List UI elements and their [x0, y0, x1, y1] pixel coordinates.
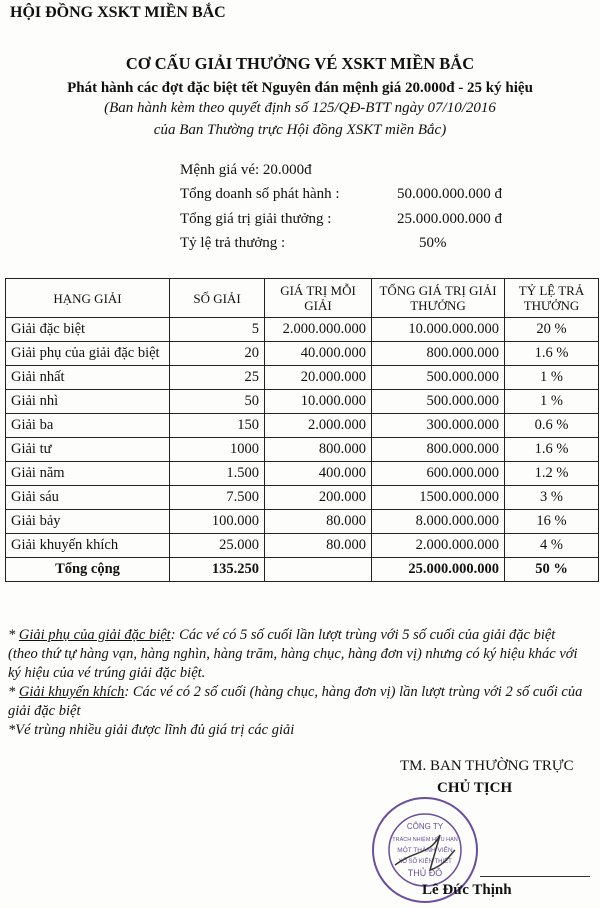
total-prize-total-value: 25.000.000.000: [372, 558, 505, 582]
table-row: [6, 342, 599, 366]
payout-ratio: 4 %: [505, 534, 599, 558]
payout-ratio: 3 %: [505, 486, 599, 510]
prize-total-value: 500.000.000: [372, 366, 505, 390]
document-subtitle: Phát hành các đợt đặc biệt tết Nguyên đán mệnh giá 20.000đ - 25 ký hiệu: [67, 80, 533, 96]
payout-ratio: 1.6 %: [505, 342, 599, 366]
payout-ratio: 0.6 %: [505, 414, 599, 438]
prize-total-value: 10.000.000.000: [372, 318, 505, 342]
prize-total-value: 2.000.000.000: [372, 534, 505, 558]
svg-text:XỔ SỐ KIẾN THIẾT: XỔ SỐ KIẾN THIẾT: [398, 859, 452, 865]
ticket-price: Mệnh giá vé: 20.000đ: [180, 162, 312, 178]
note-1: * Giải phụ của giải đặc biệt: Các vé có 5 số cuối lần lượt trùng với 5 số cuối của giải đặc biệt (theo thứ tự hàng vạn, hàng nghìn, hàng trăm, hàng chục, hàng đơn vị) nhưng có ký hiệu khác với ký hiệu của vé trúng giải đặc biệt.: [8, 627, 578, 681]
header-value-each: GIÁ TRỊ MỖI GIẢI: [265, 279, 372, 318]
svg-text:CÔNG TY: CÔNG TY: [406, 822, 444, 831]
svg-text:THỦ ĐÔ: THỦ ĐÔ: [407, 868, 443, 878]
prize-total-value: 300.000.000: [372, 414, 505, 438]
prize-count: 20: [170, 342, 265, 366]
header-prize-rank: HẠNG GIẢI: [6, 279, 170, 318]
table-row: [6, 318, 599, 342]
table-row: [6, 486, 599, 510]
prize-name: Giải phụ của giải đặc biệt: [6, 342, 170, 366]
table-row: [6, 534, 599, 558]
prize-count: 100.000: [170, 510, 265, 534]
prize-name: Giải tư: [6, 438, 170, 462]
total-sales-value: 50.000.000.000 đ: [397, 186, 502, 202]
table-row: [6, 510, 599, 534]
header-total-value: TỔNG GIÁ TRỊ GIẢI THƯỞNG: [372, 279, 505, 318]
prize-value-each: 80.000: [265, 510, 372, 534]
signature-position: CHỦ TỊCH: [437, 780, 513, 796]
total-prize-label: Tổng giá trị giải thưởng :: [180, 211, 332, 227]
table-row: [6, 438, 599, 462]
payout-ratio: 16 %: [505, 510, 599, 534]
total-prize-value-each: [265, 558, 372, 582]
signature-title: TM. BAN THƯỜNG TRỰC: [400, 758, 574, 774]
decree-line-2: của Ban Thường trực Hội đồng XSKT miền Bắc): [153, 122, 447, 138]
total-payout-ratio: 50 %: [505, 558, 599, 582]
prize-value-each: 40.000.000: [265, 342, 372, 366]
prize-value-each: 20.000.000: [265, 366, 372, 390]
prize-total-value: 1500.000.000: [372, 486, 505, 510]
table-row: [6, 462, 599, 486]
prize-total-value: 8.000.000.000: [372, 510, 505, 534]
payout-label: Tỷ lệ trả thưởng :: [180, 235, 286, 251]
table-header-row: [6, 279, 599, 318]
prize-value-each: 400.000: [265, 462, 372, 486]
prize-count: 50: [170, 390, 265, 414]
prize-count: 25: [170, 366, 265, 390]
prize-name: Giải năm: [6, 462, 170, 486]
payout-ratio: 20 %: [505, 318, 599, 342]
svg-text:MỘT THÀNH VIÊN: MỘT THÀNH VIÊN: [397, 847, 453, 854]
table-row: [6, 414, 599, 438]
prize-name: Giải bảy: [6, 510, 170, 534]
prize-count: 1.500: [170, 462, 265, 486]
prize-name: Giải đặc biệt: [6, 318, 170, 342]
prize-value-each: 200.000: [265, 486, 372, 510]
prize-name: Giải nhì: [6, 390, 170, 414]
note-3: *Vé trùng nhiều giải được lĩnh đủ giá trị các giải: [8, 722, 295, 738]
payout-ratio: 1.6 %: [505, 438, 599, 462]
prize-value-each: 80.000: [265, 534, 372, 558]
prize-name: Giải nhất: [6, 366, 170, 390]
prize-total-value: 500.000.000: [372, 390, 505, 414]
prize-value-each: 10.000.000: [265, 390, 372, 414]
svg-text:TRÁCH NHIỆM HỮU HẠN: TRÁCH NHIỆM HỮU HẠN: [392, 837, 458, 843]
total-prize-value: 25.000.000.000 đ: [397, 211, 502, 227]
total-prize-name: Tổng cộng: [6, 558, 170, 582]
payout-ratio: 1 %: [505, 390, 599, 414]
prize-name: Giải ba: [6, 414, 170, 438]
prize-value-each: 800.000: [265, 438, 372, 462]
payout-ratio: 1 %: [505, 366, 599, 390]
table-row: [6, 366, 599, 390]
header-payout-ratio: TỶ LỆ TRẢ THƯỞNG: [505, 279, 599, 318]
prize-count: 7.500: [170, 486, 265, 510]
total-row: [6, 558, 599, 582]
prize-value-each: 2.000.000.000: [265, 318, 372, 342]
total-prize-count: 135.250: [170, 558, 265, 582]
payout-value: 50%: [419, 235, 447, 251]
prize-total-value: 800.000.000: [372, 342, 505, 366]
organization-header: HỘI ĐỒNG XSKT MIỀN BẮC: [10, 4, 226, 21]
prize-value-each: 2.000.000: [265, 414, 372, 438]
decree-line-1: (Ban hành kèm theo quyết định số 125/QĐ-BTT ngày 07/10/2016: [104, 100, 496, 116]
prize-table: [5, 278, 599, 582]
table-row: [6, 390, 599, 414]
prize-count: 1000: [170, 438, 265, 462]
prize-total-value: 800.000.000: [372, 438, 505, 462]
prize-name: Giải khuyến khích: [6, 534, 170, 558]
prize-count: 5: [170, 318, 265, 342]
prize-count: 25.000: [170, 534, 265, 558]
payout-ratio: 1.2 %: [505, 462, 599, 486]
note-2: * Giải khuyến khích: Các vé có 2 số cuối (hàng chục, hàng đơn vị) lần lượt trùng với 2 số cuối của giải đặc biệt: [8, 684, 583, 719]
signatory-name: Lê Đức Thịnh: [422, 882, 512, 898]
header-count: SỐ GIẢI: [170, 279, 265, 318]
document-title: CƠ CẤU GIẢI THƯỞNG VÉ XSKT MIỀN BẮC: [125, 54, 475, 73]
prize-name: Giải sáu: [6, 486, 170, 510]
signature-line: [480, 876, 590, 877]
notes: [8, 626, 588, 740]
total-sales-label: Tổng doanh số phát hành :: [180, 186, 340, 202]
prize-count: 150: [170, 414, 265, 438]
prize-total-value: 600.000.000: [372, 462, 505, 486]
